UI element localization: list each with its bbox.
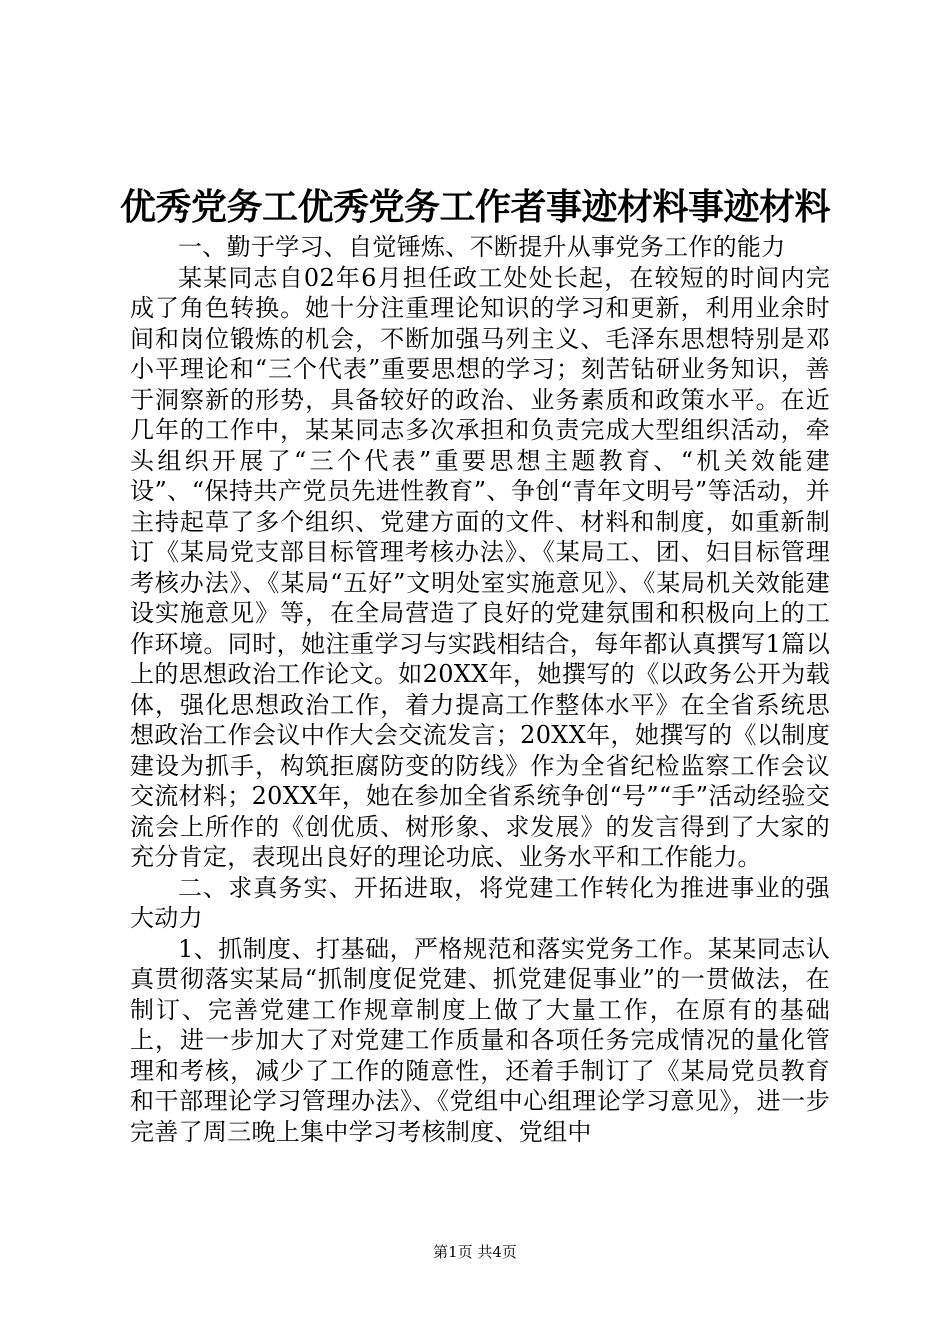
page-indicator: 第1页 共4页 bbox=[433, 1243, 517, 1261]
paragraph-section-1-body: 某某同志自02年6月担任政工处处长起，在较短的时间内完成了角色转换。她十分注重理论知识的学习和更新，利用业余时间和岗位锻炼的机会，不断加强马列主义、毛泽东思想特别是邓小平理论和“三个代表”重要思想的学习；刻苦钻研业务知识，善于洞察新的形势，具备较好的政治、业务素质和政策水平。在近几年的工作中，某某同志多次承担和负责完成大型组织活动，牵头组织开展了“三个代表”重要思想主题教育、“机关效能建设”、“保持共产党员先进性教育”、争创“青年文明号”等活动，并主持起草了多个组织、党建方面的文件、材料和制度，如重新制订《某局党支部目标管理考核办法》、《某局工、团、妇目标管理考核办法》、《某局“五好”文明处室实施意见》、《某局机关效能建设实施意见》等，在全局营造了良好的党建氛围和积极向上的工作环境。同时，她注重学习与实践相结合，每年都认真撰写1篇以上的思想政治工作论文。如20XX年，她撰写的《以政务公开为载体，强化思想政治工作，着力提高工作整体水平》在全省系统思想政治工作会议中作大会交流发言；20XX年，她撰写的《以制度建设为抓手，构筑拒腐防变的防线》作为全省纪检监察工作会议交流材料；20XX年，她在参加全省系统争创“号”“手”活动经验交流会上所作的《创优质、树形象、求发展》的发言得到了大家的充分肯定，表现出良好的理论功底、业务水平和工作能力。 bbox=[130, 263, 830, 871]
paragraph-section-1-heading: 一、勤于学习、自觉锤炼、不断提升从事党务工作的能力 bbox=[178, 233, 786, 261]
document-page bbox=[120, 0, 831, 1344]
document-body bbox=[130, 232, 830, 1147]
document-title: 优秀党务工优秀党务工作者事迹材料事迹材料 bbox=[120, 186, 831, 228]
paragraph-section-2-heading: 二、求真务实、开拓进取，将党建工作转化为推进事业的强大动力 bbox=[130, 873, 830, 932]
paragraph-section-2-item-1: 1、抓制度、打基础，严格规范和落实党务工作。某某同志认真贯彻落实某局“抓制度促党建、抓党建促事业”的一贯做法，在制订、完善党建工作规章制度上做了大量工作，在原有的基础上，进一步加大了对党建工作质量和各项任务完成情况的量化管理和考核，减少了工作的随意性，还着手制订了《某局党员教育和干部理论学习管理办法》、《党组中心组理论学习意见》，进一步完善了周三晚上集中学习考核制度、党组中 bbox=[130, 934, 830, 1146]
